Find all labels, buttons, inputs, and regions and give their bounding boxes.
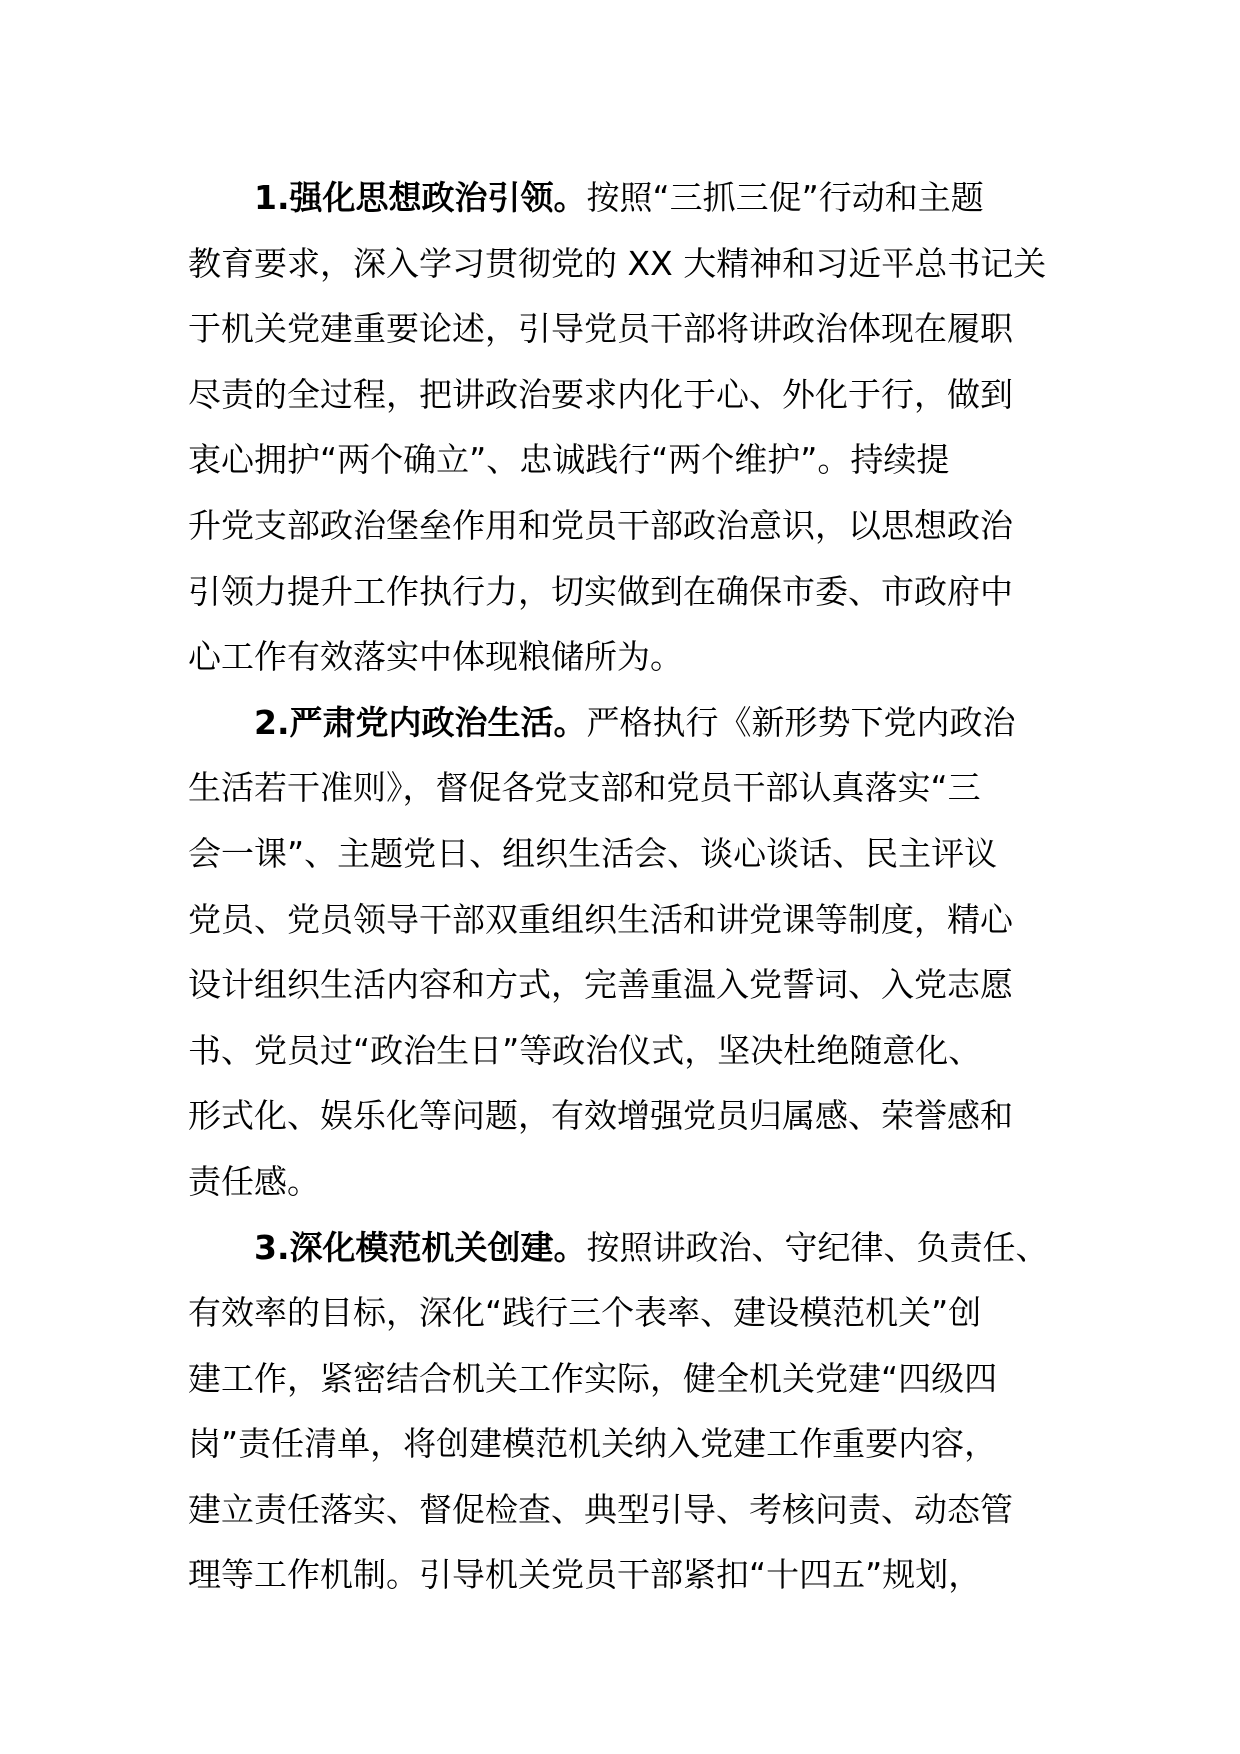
paragraph-2-line-6: 书、党员过“政治生日”等政治仪式，坚决杜绝随意化、 [188, 1030, 982, 1070]
paragraph-2-line-8: 责任感。 [188, 1161, 320, 1201]
paragraph-3-line-3: 建工作，紧密结合机关工作实际，健全机关党建“四级四 [188, 1358, 998, 1398]
paragraph-3-heading: 3.深化模范机关创建。 [254, 1227, 587, 1267]
paragraph-2-heading: 2.严肃党内政治生活。 [254, 702, 587, 742]
paragraph-1-text: 按照“三抓三促”行动和主题 [586, 178, 984, 217]
paragraph-2-line-2: 生活若干准则》，督促各党支部和党员干部认真落实“三 [188, 768, 981, 808]
paragraph-3-line-6: 理等工作机制。引导机关党员干部紧扣“十四五”规划， [188, 1555, 982, 1595]
paragraph-1-line-6: 升党支部政治堡垒作用和党员干部政治意识，以思想政治 [188, 505, 1013, 545]
paragraph-1-heading: 1.强化思想政治引领。 [254, 178, 587, 217]
paragraph-1-line-4: 尽责的全过程，把讲政治要求内化于心、外化于行，做到 [188, 374, 1013, 414]
paragraph-1-line-1 [188, 165, 1048, 231]
document-body [188, 165, 1048, 1608]
paragraph-2-line-1 [188, 690, 1048, 756]
paragraph-2-line-7: 形式化、娱乐化等问题，有效增强党员归属感、荣誉感和 [188, 1096, 1013, 1136]
paragraph-3-line-2: 有效率的目标，深化“践行三个表率、建设模范机关”创 [188, 1293, 982, 1333]
paragraph-3-text: 按照讲政治、守纪律、负责任、 [586, 1227, 1049, 1267]
paragraph-2-line-4: 党员、党员领导干部双重组织生活和讲党课等制度，精心 [188, 899, 1013, 939]
paragraph-3 [188, 1215, 1048, 1609]
paragraph-3-line-4: 岗”责任清单，将创建模范机关纳入党建工作重要内容， [188, 1424, 998, 1464]
paragraph-2-line-5: 设计组织生活内容和方式，完善重温入党誓词、入党志愿 [188, 965, 1013, 1005]
paragraph-3-line-5: 建立责任落实、督促检查、典型引导、考核问责、动态管 [188, 1489, 1013, 1529]
paragraph-1-line-8: 心工作有效落实中体现粮储所为。 [188, 637, 683, 677]
paragraph-1-line-2: 教育要求，深入学习贯彻党的 XX 大精神和习近平总书记关 [188, 243, 1047, 283]
paragraph-1 [188, 165, 1048, 690]
paragraph-1-line-7: 引领力提升工作执行力，切实做到在确保市委、市政府中 [188, 571, 1013, 611]
paragraph-1-line-5: 衷心拥护“两个确立”、忠诚践行“两个维护”。持续提 [188, 440, 950, 480]
paragraph-2-line-3: 会一课”、主题党日、组织生活会、谈心谈话、民主评议 [188, 833, 998, 873]
paragraph-2 [188, 690, 1048, 1215]
paragraph-1-line-3: 于机关党建重要论述，引导党员干部将讲政治体现在履职 [188, 309, 1013, 349]
paragraph-2-text: 严格执行《新形势下党内政治 [586, 702, 1016, 742]
paragraph-3-line-1 [188, 1215, 1048, 1281]
